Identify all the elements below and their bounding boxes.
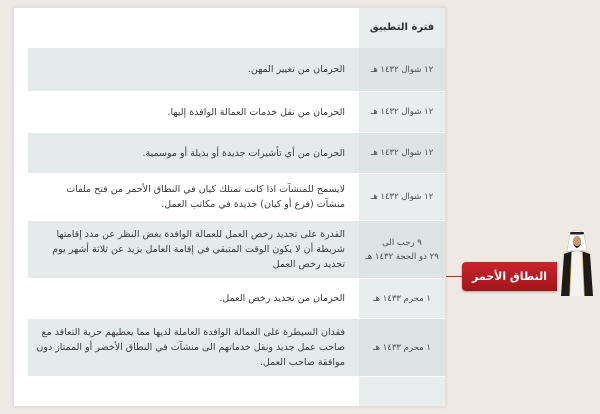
row-period-empty: [359, 377, 445, 407]
row-description: فقدان السيطرة على العمالة الوافدة العاملة لديها مما يعطيهم حرية التعاقد مع صاحب عمل جديد ونقل خدماتهم الى منشآت في النطاق الأخضر أو الممتاز دون موافقة صاحب العمل.: [28, 319, 359, 376]
row-period: [359, 92, 445, 132]
row-description-empty: [28, 377, 359, 407]
table-row: [14, 48, 445, 92]
row-description: القدرة على تجديد رخص العمل للعمالة الوافدة بغض النظر عن مدد إقامتها شريطة أن لا يكون الوقت المتبقي في إقامة العامل يزيد عن ثلاثة أشهر يوم تجديد رخص العمل: [28, 221, 359, 278]
row-description: الحرمان من نقل خدمات العمالة الوافدة إليها.: [167, 106, 345, 118]
row-period: [359, 133, 445, 173]
header-period: فترة التطبيق: [359, 8, 445, 48]
table-row: [14, 221, 445, 279]
period-line: ١٢ شوال ١٤٣٢ هـ: [370, 64, 434, 75]
period-line: ١٢ شوال ١٤٣٢ هـ: [370, 148, 434, 158]
red-zone-table: [14, 8, 445, 407]
table-header: [14, 8, 445, 48]
period-line: ٩ رجب الى: [382, 237, 422, 248]
table-row: [14, 279, 445, 319]
row-description: الحرمان من أي تأشيرات جديدة أو بديلة أو موسمية.: [28, 133, 359, 173]
table-row-empty: [14, 377, 445, 407]
period-line: ١ محرم ١٤٣٣ هـ: [373, 342, 431, 353]
period-line: ١ محرم ١٤٣٣ هـ: [373, 293, 431, 304]
row-period: [359, 221, 445, 278]
table-row: [14, 174, 445, 221]
period-line: ٢٩ ذو الحجة ١٤٣٢ هـ: [365, 251, 439, 262]
table-card: [13, 7, 446, 407]
saudi-man-figure-icon: [560, 226, 594, 296]
row-period: [359, 279, 445, 318]
row-period: [359, 319, 445, 376]
table-row: [14, 133, 445, 174]
table-row: [14, 92, 445, 133]
table-row: [14, 319, 445, 377]
row-description: الحرمان من تغيير المهن.: [28, 48, 359, 91]
row-description: الحرمان من تجديد رخص العمل.: [219, 293, 345, 304]
row-description: لايسمح للمنشآت اذا كانت تمتلك كيان في النطاق الأحمر من فتح ملفات منشآت (فرع أو كيان) جديدة في مكاتب العمل.: [66, 184, 345, 210]
row-period: [359, 48, 445, 91]
row-period: [359, 174, 445, 220]
header-description: [28, 8, 359, 48]
period-line: ١٢ شوال ١٤٣٢ هـ: [370, 107, 434, 117]
red-zone-badge: النطاق الأحمر: [462, 262, 557, 291]
period-line: ١٢ شوال ١٤٣٢ هـ: [370, 192, 434, 202]
